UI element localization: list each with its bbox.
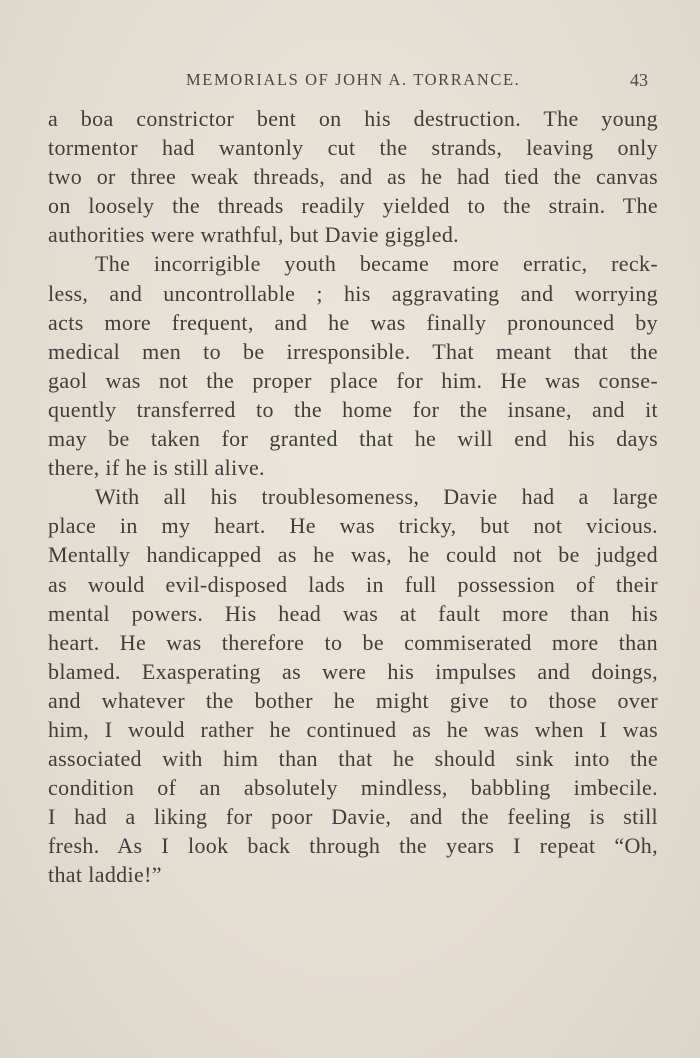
text-line: on loosely the threads readily yielded to the strain. The — [48, 193, 658, 219]
text-line: as would evil-disposed lads in full possession of their — [48, 571, 658, 597]
text-line: authorities were wrathful, but Davie giggled. — [48, 222, 460, 248]
text-line: The incorrigible youth became more erratic, reck- — [95, 251, 658, 277]
text-line: there, if he is still alive. — [48, 455, 265, 481]
text-line: blamed. Exasperating as were his impulses and doings, — [48, 658, 658, 684]
running-head — [48, 70, 650, 94]
text-line: a boa constrictor bent on his destruction. The young — [48, 106, 658, 131]
text-line: associated with him than that he should sink into the — [48, 746, 658, 772]
text-line: acts more frequent, and he was finally pronounced by — [48, 309, 658, 335]
text-line: that laddie!” — [48, 862, 162, 888]
paragraph-3 — [48, 482, 658, 889]
running-title: MEMORIALS OF JOHN A. TORRANCE. — [186, 70, 521, 89]
text-line: condition of an absolutely mindless, babbling imbecile. — [48, 775, 658, 801]
body-text — [48, 104, 658, 890]
text-line: With all his troublesomeness, Davie had a large — [95, 484, 658, 510]
text-line: him, I would rather he continued as he was when I was — [48, 716, 658, 742]
text-line: heart. He was therefore to be commiserated more than — [48, 629, 658, 655]
paragraph-1 — [48, 104, 658, 249]
text-line: tormentor had wantonly cut the strands, leaving only — [48, 135, 658, 161]
text-line: mental powers. His head was at fault more than his — [48, 600, 658, 626]
text-line: less, and uncontrollable ; his aggravating and worrying — [48, 280, 658, 306]
page-number: 43 — [630, 70, 648, 90]
text-line: place in my heart. He was tricky, but not vicious. — [48, 513, 658, 539]
text-line: two or three weak threads, and as he had tied the canvas — [48, 164, 658, 190]
text-line: I had a liking for poor Davie, and the feeling is still — [48, 804, 658, 830]
text-line: and whatever the bother he might give to those over — [48, 687, 658, 713]
text-line: quently transferred to the home for the insane, and it — [48, 396, 658, 422]
text-line: Mentally handicapped as he was, he could not be judged — [48, 542, 658, 568]
paragraph-2 — [48, 249, 658, 482]
text-line: gaol was not the proper place for him. He was conse- — [48, 367, 658, 393]
text-line: fresh. As I look back through the years I repeat “Oh, — [48, 833, 658, 859]
text-line: may be taken for granted that he will end his days — [48, 426, 658, 452]
text-line: medical men to be irresponsible. That meant that the — [48, 338, 658, 364]
